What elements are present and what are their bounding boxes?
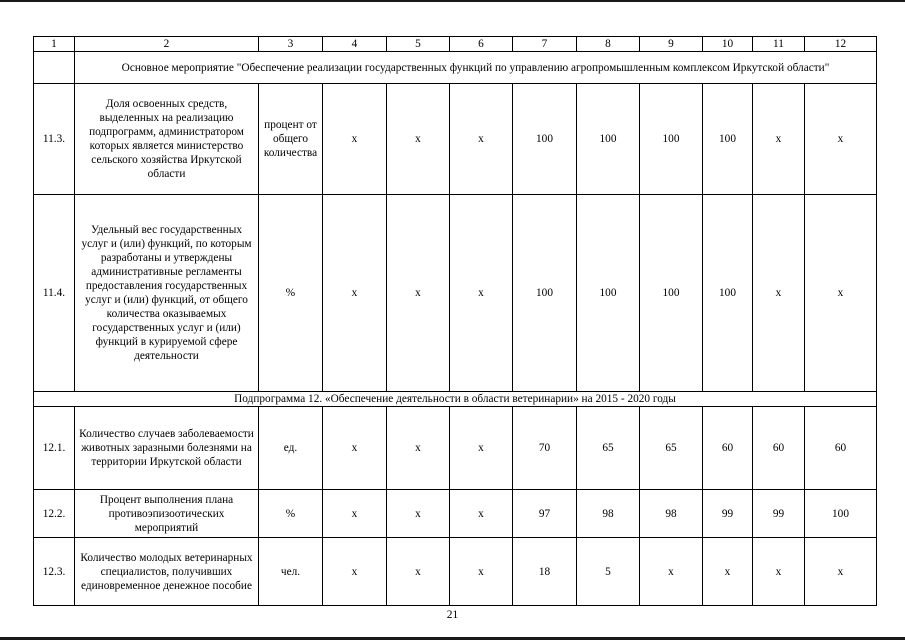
value-cell: x [753,538,805,606]
row-number: 11.4. [34,195,75,392]
indicator-name: Количество молодых ветеринарных специалистов, получивших единовременное денежное пособие [75,538,259,606]
value-cell: x [753,84,805,195]
value-cell: 60 [753,407,805,490]
row-number: 12.3. [34,538,75,606]
header-cell-3: 3 [259,37,323,52]
table-row [34,84,877,195]
unit-cell: % [259,490,323,538]
value-cell: 100 [703,195,753,392]
value-cell: x [323,84,387,195]
value-cell: 60 [703,407,753,490]
value-cell: 99 [703,490,753,538]
table-row [34,490,877,538]
row-number: 12.1. [34,407,75,490]
value-cell: x [450,490,513,538]
value-cell: x [805,84,877,195]
value-cell: x [323,490,387,538]
header-cell-4: 4 [323,37,387,52]
value-cell: 97 [513,490,577,538]
value-cell: x [387,407,450,490]
value-cell: x [323,407,387,490]
scan-border-top [0,0,905,2]
header-row [34,37,877,52]
section-row-main-activity [34,52,877,84]
unit-cell: чел. [259,538,323,606]
indicator-name: Удельный вес государственных услуг и (или) функций, по которым разработаны и утверждены административные регламенты предоставления государственных услуг и (или) функций, от общего количества оказываемых государственных услуг и (или) функций в курируемой сфере деятельности [75,195,259,392]
value-cell: 100 [513,84,577,195]
value-cell: 98 [577,490,640,538]
value-cell: x [387,490,450,538]
value-cell: x [387,538,450,606]
value-cell: 98 [640,490,703,538]
unit-cell: % [259,195,323,392]
value-cell: x [450,195,513,392]
header-cell-9: 9 [640,37,703,52]
page-number: 21 [446,609,459,621]
value-cell: x [387,195,450,392]
value-cell: x [323,538,387,606]
unit-cell: процент от общего количества [259,84,323,195]
header-cell-1: 1 [34,37,75,52]
value-cell: x [703,538,753,606]
table-row [34,407,877,490]
value-cell: 5 [577,538,640,606]
value-cell: x [323,195,387,392]
header-cell-8: 8 [577,37,640,52]
header-cell-6: 6 [450,37,513,52]
section-title-subprogram-12: Подпрограмма 12. «Обеспечение деятельности в области ветеринарии» на 2015 - 2020 годы [34,392,877,407]
indicator-table [33,36,877,606]
header-cell-2: 2 [75,37,259,52]
value-cell: 100 [513,195,577,392]
table-row [34,195,877,392]
value-cell: x [450,84,513,195]
value-cell: x [805,538,877,606]
header-cell-5: 5 [387,37,450,52]
row-number: 12.2. [34,490,75,538]
table-row [34,538,877,606]
section-row-subprogram-12 [34,392,877,407]
value-cell: 100 [577,195,640,392]
value-cell: 100 [640,84,703,195]
section-row-blank-cell [34,52,75,84]
value-cell: 65 [640,407,703,490]
unit-cell: ед. [259,407,323,490]
value-cell: 99 [753,490,805,538]
value-cell: 100 [805,490,877,538]
value-cell: 100 [703,84,753,195]
row-number: 11.3. [34,84,75,195]
value-cell: x [640,538,703,606]
value-cell: x [805,195,877,392]
indicator-name: Количество случаев заболеваемости животных заразными болезнями на территории Иркутской области [75,407,259,490]
value-cell: 18 [513,538,577,606]
indicator-name: Доля освоенных средств, выделенных на реализацию подпрограмм, администратором которых является министерство сельского хозяйства Иркутской области [75,84,259,195]
value-cell: 60 [805,407,877,490]
indicator-name: Процент выполнения плана противоэпизоотических мероприятий [75,490,259,538]
value-cell: 70 [513,407,577,490]
header-cell-10: 10 [703,37,753,52]
header-cell-7: 7 [513,37,577,52]
value-cell: 100 [577,84,640,195]
value-cell: 65 [577,407,640,490]
header-cell-11: 11 [753,37,805,52]
header-cell-12: 12 [805,37,877,52]
value-cell: x [450,538,513,606]
value-cell: 100 [640,195,703,392]
value-cell: x [450,407,513,490]
section-title-main-activity: Основное мероприятие "Обеспечение реализации государственных функций по управлению агропромышленным комплексом Иркутской области" [75,52,877,84]
value-cell: x [387,84,450,195]
value-cell: x [753,195,805,392]
